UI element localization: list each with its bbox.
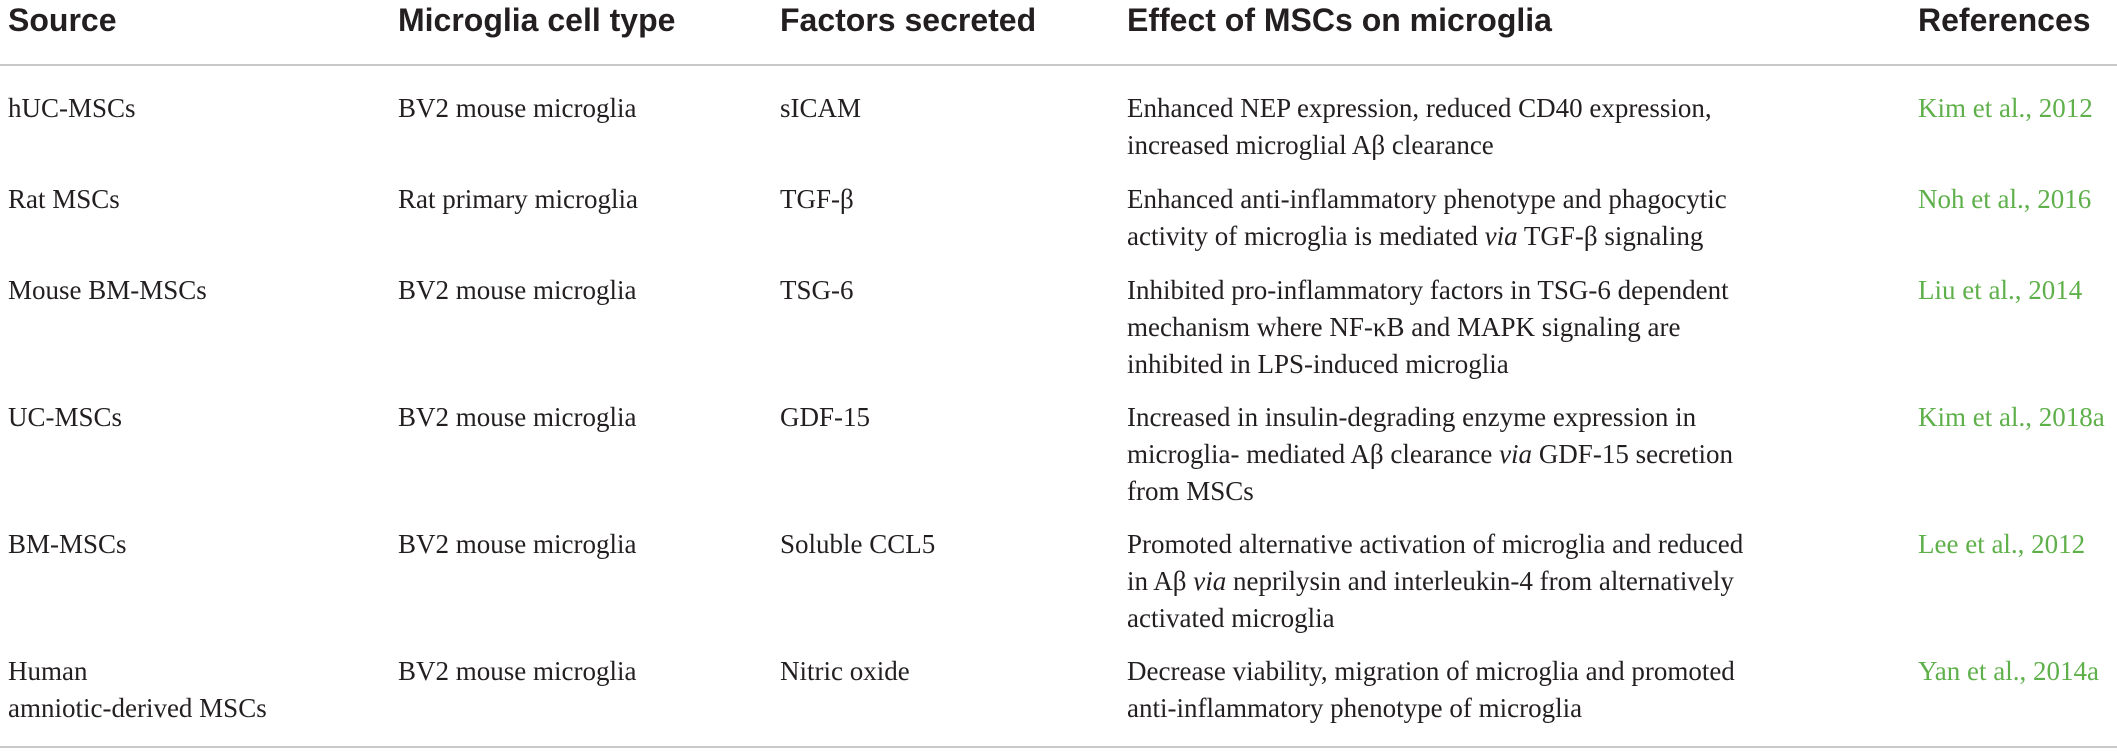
reference-link[interactable]: Yan et al., 2014a: [1918, 656, 2099, 686]
header-source: Source: [8, 2, 117, 38]
cell-cell-type: BV2 mouse microglia: [398, 402, 637, 432]
cell-factors: GDF-15: [780, 402, 871, 432]
cell-factors: Nitric oxide: [780, 656, 910, 686]
source-line: Human: [8, 656, 88, 686]
table-header-row: [0, 0, 2117, 66]
cell-cell-type: BV2 mouse microglia: [398, 529, 637, 559]
italic-via: via: [1484, 221, 1518, 251]
italic-via: via: [1193, 566, 1227, 596]
cell-effect: [1127, 526, 1807, 637]
cell-source: BM-MSCs: [8, 529, 127, 559]
effect-line: activity of microglia is mediated via TGF-β signaling: [1127, 221, 1704, 251]
effect-line: Enhanced NEP expression, reduced CD40 expression,: [1127, 93, 1712, 123]
cell-factors: TSG-6: [780, 275, 854, 305]
source-line: amniotic-derived MSCs: [8, 693, 267, 723]
table-bottom-rule: [0, 746, 2117, 748]
cell-effect: [1127, 399, 1807, 510]
effect-line: Increased in insulin-degrading enzyme expression in: [1127, 402, 1697, 432]
cell-factors: TGF-β: [780, 184, 854, 214]
cell-source: Rat MSCs: [8, 184, 120, 214]
cell-cell-type: BV2 mouse microglia: [398, 93, 637, 123]
cell-cell-type: BV2 mouse microglia: [398, 275, 637, 305]
header-factors: Factors secreted: [780, 2, 1037, 38]
cell-effect: [1127, 181, 1807, 255]
header-effect: Effect of MSCs on microglia: [1127, 2, 1552, 38]
cell-source: hUC-MSCs: [8, 93, 136, 123]
cell-factors: sICAM: [780, 93, 862, 123]
effect-line: Inhibited pro-inflammatory factors in TSG-6 dependent: [1127, 275, 1729, 305]
effect-line: Decrease viability, migration of microglia and promoted: [1127, 656, 1735, 686]
effect-line: increased microglial Aβ clearance: [1127, 130, 1494, 160]
reference-link[interactable]: Lee et al., 2012: [1918, 529, 2086, 559]
effect-line: anti-inflammatory phenotype of microglia: [1127, 693, 1583, 723]
effect-line: inhibited in LPS-induced microglia: [1127, 349, 1509, 379]
effect-line: Promoted alternative activation of microglia and reduced: [1127, 529, 1744, 559]
header-cell-type: Microglia cell type: [398, 2, 676, 38]
effect-line: in Aβ via neprilysin and interleukin-4 from alternatively: [1127, 566, 1734, 596]
cell-cell-type: BV2 mouse microglia: [398, 656, 637, 686]
effect-line: mechanism where NF-κB and MAPK signaling are: [1127, 312, 1681, 342]
reference-link[interactable]: Kim et al., 2012: [1918, 93, 2093, 123]
effect-line: Enhanced anti-inflammatory phenotype and phagocytic: [1127, 184, 1727, 214]
cell-factors: Soluble CCL5: [780, 529, 936, 559]
cell-cell-type: Rat primary microglia: [398, 184, 638, 214]
cell-source: Mouse BM-MSCs: [8, 275, 207, 305]
reference-link[interactable]: Liu et al., 2014: [1918, 275, 2083, 305]
header-references: References: [1918, 2, 2091, 38]
cell-effect: [1127, 90, 1807, 164]
cell-effect: [1127, 272, 1807, 383]
effect-line: activated microglia: [1127, 603, 1335, 633]
italic-via: via: [1499, 439, 1533, 469]
effect-line: microglia- mediated Aβ clearance via GDF-15 secretion: [1127, 439, 1734, 469]
cell-effect: [1127, 653, 1807, 727]
reference-link[interactable]: Noh et al., 2016: [1918, 184, 2092, 214]
cell-source: UC-MSCs: [8, 402, 123, 432]
cell-source: [8, 653, 267, 727]
reference-link[interactable]: Kim et al., 2018a: [1918, 402, 2105, 432]
effect-line: from MSCs: [1127, 476, 1254, 506]
